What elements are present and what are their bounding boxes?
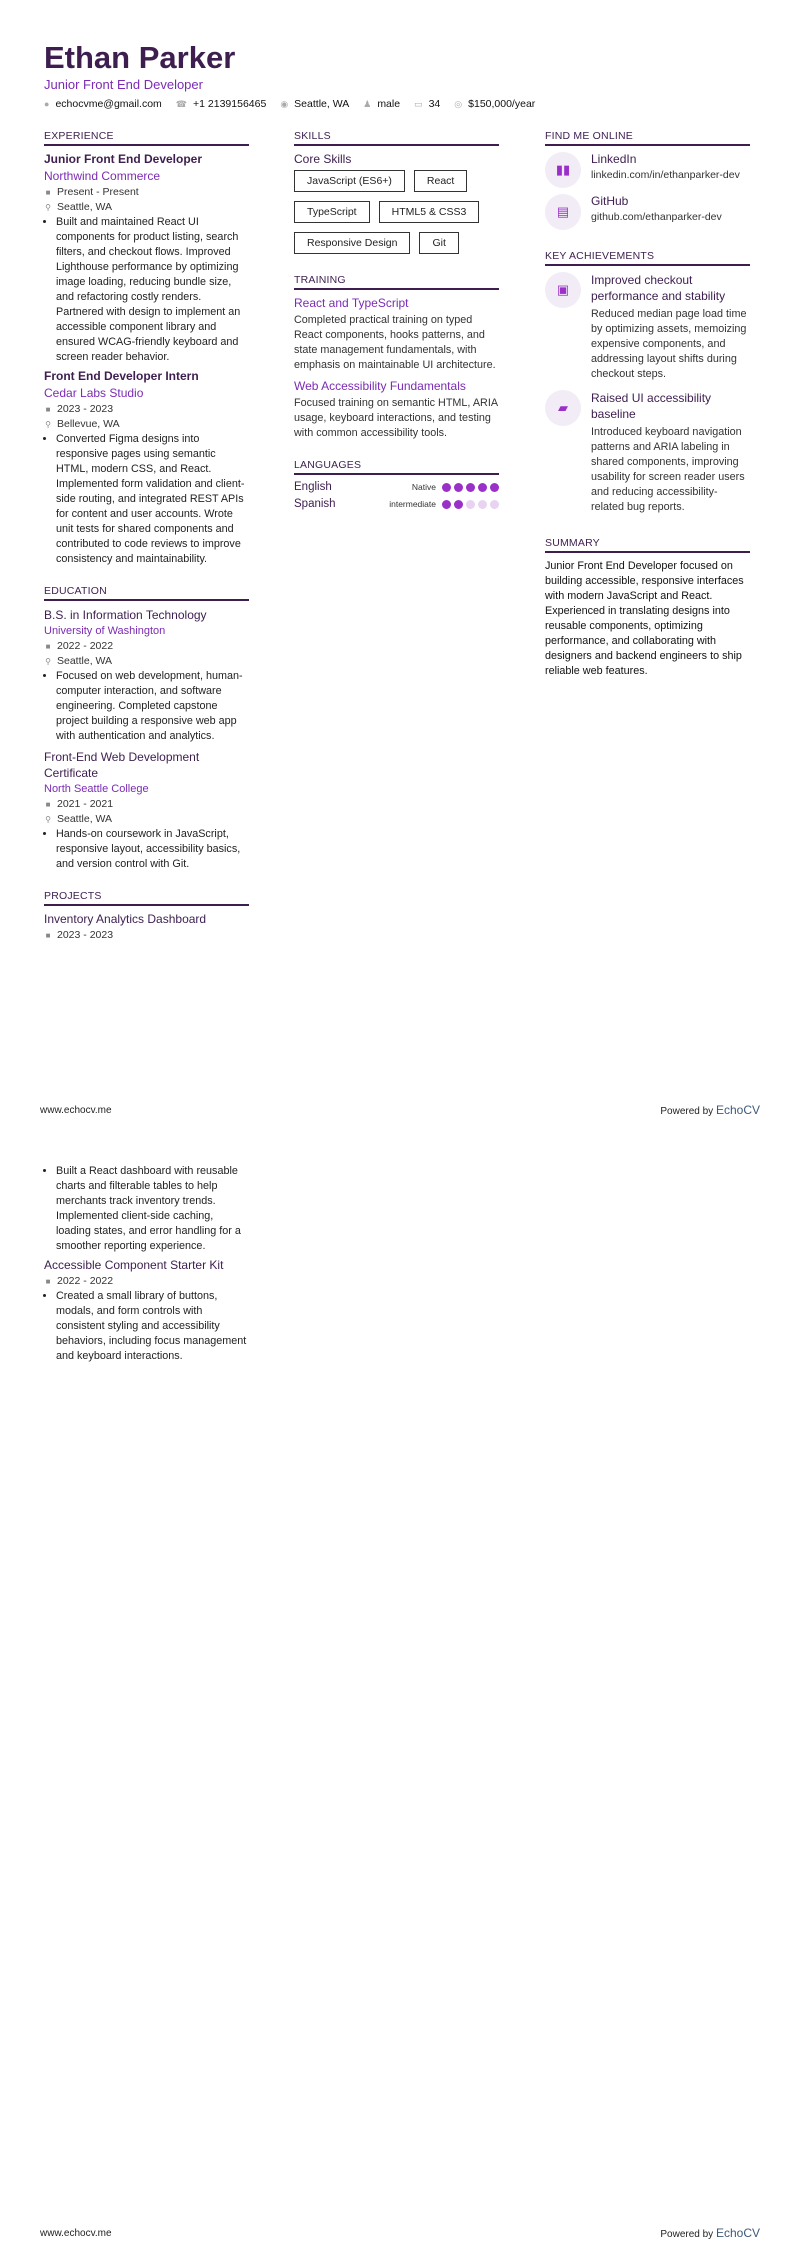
online-name: LinkedIn (591, 152, 637, 166)
school-name: North Seattle College (44, 783, 149, 795)
contact-age: ▭ 34 (414, 98, 441, 110)
bar-chart-icon: ▮▮ (545, 152, 581, 188)
achievements-heading: KEY ACHIEVEMENTS (545, 250, 750, 266)
job-title: Front End Developer Intern (44, 369, 199, 383)
calendar-icon: ■ (45, 799, 51, 809)
training-title: React and TypeScript (294, 296, 409, 310)
degree-title: Front-End Web Development Certificate (44, 750, 200, 780)
project-entry: Accessible Component Starter Kit ■ 2022 - 2022 • Created a small library of buttons, modals, and form controls with consistent styling and accessibility behaviors, including focus management and keyboard interactions. (44, 1258, 249, 1364)
rating-dot (454, 483, 463, 492)
language-rating (442, 500, 499, 509)
project-entry: Inventory Analytics Dashboard ■ 2023 - 2023 (44, 912, 249, 941)
calendar-icon: ■ (45, 930, 51, 940)
person-icon: ♟ (363, 98, 372, 109)
project-bullet: • Created a small library of buttons, modals, and form controls with consistent styling and accessibility behaviors, including focus management and keyboard interactions. (56, 1289, 249, 1364)
email-icon: ● (44, 99, 50, 109)
footer-site[interactable]: www.echocv.me (40, 1104, 112, 1116)
job-entry (44, 152, 249, 365)
job-company: Cedar Labs Studio (44, 386, 144, 400)
job-location: Bellevue, WA (57, 418, 120, 430)
language-level: intermediate (389, 499, 436, 509)
rating-dot (490, 483, 499, 492)
chat-icon: ▰ (545, 390, 581, 426)
skill-group-title: Core Skills (294, 152, 352, 166)
job-company: Northwind Commerce (44, 169, 161, 183)
location-icon: ◉ (280, 98, 289, 109)
middle-column (294, 130, 499, 510)
contact-salary: ◎ $150,000/year (454, 98, 536, 110)
skill-chip: React (414, 170, 467, 192)
page-footer (40, 2226, 760, 2240)
calendar-icon: ▭ (414, 98, 423, 109)
skill-chips (294, 170, 504, 254)
rating-dot (466, 500, 475, 509)
footer-site[interactable]: www.echocv.me (40, 2227, 112, 2239)
achievement-item (545, 272, 750, 382)
language-name: Spanish (294, 498, 336, 510)
project-title: Accessible Component Starter Kit (44, 1258, 224, 1272)
online-name: GitHub (591, 194, 629, 208)
skill-chip: TypeScript (294, 201, 370, 223)
online-url[interactable]: github.com/ethanparker-dev (591, 211, 722, 223)
education-bullet: • Focused on web development, human-computer interaction, and software engineering. Completed capstone project building a responsive web app with authentication and analytics. (56, 669, 249, 744)
training-entry (294, 379, 499, 441)
achievement-title: Raised UI accessibility baseline (591, 391, 712, 421)
online-item-github[interactable] (545, 194, 750, 230)
location-icon: ⚲ (45, 419, 51, 429)
location-icon: ⚲ (45, 814, 51, 824)
summary-text: Junior Front End Developer focused on building accessible, responsive interfaces with modern JavaScript and React. Experienced in translating designs into reusable components, optimizing performance, and collaborating with designers and backend engineers to ship reliable web features. (545, 560, 744, 677)
money-icon: ◎ (454, 98, 463, 109)
rating-dot (442, 500, 451, 509)
calendar-icon: ■ (45, 1276, 51, 1286)
job-location: Seattle, WA (57, 201, 113, 213)
candidate-name: Ethan Parker (44, 40, 236, 75)
experience-heading: EXPERIENCE (44, 130, 249, 146)
training-heading: TRAINING (294, 274, 499, 290)
online-item-linkedin[interactable] (545, 152, 750, 188)
projects-heading: PROJECTS (44, 890, 249, 906)
job-bullet: • Converted Figma designs into responsive pages using semantic HTML, modern CSS, and React. Implemented form validation and client-side routing, and integrated REST APIs for content and user accounts. Wrote unit tests for shared components and contributed to code reviews to improve consistency and maintainability. (56, 432, 249, 567)
contact-location: ◉ Seattle, WA (280, 98, 350, 110)
contact-gender: ♟ male (363, 98, 401, 110)
rating-dot (466, 483, 475, 492)
rating-dot (442, 483, 451, 492)
skills-heading: SKILLS (294, 130, 499, 146)
summary-heading: SUMMARY (545, 537, 750, 553)
rating-dot (478, 500, 487, 509)
school-name: University of Washington (44, 625, 166, 637)
calendar-icon: ■ (45, 187, 51, 197)
project-title: Inventory Analytics Dashboard (44, 912, 207, 926)
job-entry (44, 369, 249, 567)
powered-by: Powered by EchoCV (660, 1103, 760, 1117)
education-heading: EDUCATION (44, 585, 249, 601)
rating-dot (478, 483, 487, 492)
job-title: Junior Front End Developer (44, 152, 203, 166)
skill-chip: Git (419, 232, 458, 254)
language-row (294, 481, 499, 493)
languages-heading: LANGUAGES (294, 459, 499, 475)
project-bullet: • Built a React dashboard with reusable charts and filterable tables to help merchants track inventory trends. Implemented client-side caching, loading states, and error handling for a smoother reporting experience. (56, 1164, 249, 1254)
training-desc: Focused training on semantic HTML, ARIA usage, keyboard interactions, and testing with common accessibility tools. (294, 397, 498, 439)
phone-icon: ☎ (175, 98, 188, 109)
language-row (294, 498, 499, 510)
powered-by: Powered by EchoCV (660, 2226, 760, 2240)
degree-title: B.S. in Information Technology (44, 608, 207, 622)
contact-email[interactable]: ● echocvme@gmail.com (44, 98, 162, 110)
left-column (44, 130, 249, 941)
rating-dot (490, 500, 499, 509)
training-entry (294, 296, 499, 373)
job-bullet: • Built and maintained React UI components for product listing, search filters, and checkout flows. Improved Lighthouse performance by optimizing image loading, reducing bundle size, and refactoring costly renders. Partnered with design to implement an accessible component library and ensured WCAG-friendly keyboard and screen reader behavior. (56, 215, 249, 365)
location-icon: ⚲ (45, 202, 51, 212)
education-entry: Front-End Web Development Certificate North Seattle College ■ 2021 - 2021 ⚲ Seattle, WA • Hands-on coursework in JavaScript, responsive layout, accessibility basics, and version control with Git. (44, 749, 249, 872)
job-dates: Present - Present (57, 186, 139, 198)
calendar-icon: ■ (45, 641, 51, 651)
language-name: English (294, 481, 332, 493)
monitor-icon: ▣ (545, 272, 581, 308)
right-column (545, 130, 750, 679)
skill-chip: Responsive Design (294, 232, 410, 254)
brand-logo: EchoCV (715, 2226, 760, 2240)
training-desc: Completed practical training on typed React components, hooks patterns, and state management fundamentals, with emphasis on maintainable UI architecture. (294, 314, 496, 371)
job-dates: 2023 - 2023 (57, 403, 114, 415)
skill-chip: HTML5 & CSS3 (379, 201, 480, 223)
skill-chip: JavaScript (ES6+) (294, 170, 405, 192)
training-title: Web Accessibility Fundamentals (294, 379, 466, 393)
candidate-title: Junior Front End Developer (44, 77, 203, 92)
left-column-continued (44, 1162, 249, 1364)
brand-logo: EchoCV (715, 1103, 760, 1117)
language-rating (442, 483, 499, 492)
online-url[interactable]: linkedin.com/in/ethanparker-dev (591, 169, 740, 181)
education-bullet: • Hands-on coursework in JavaScript, responsive layout, accessibility basics, and version control with Git. (56, 827, 249, 872)
achievement-title: Improved checkout performance and stability (591, 273, 726, 303)
online-heading: FIND ME ONLINE (545, 130, 750, 146)
achievement-desc: Introduced keyboard navigation patterns and ARIA labeling in shared components, improving usability for screen reader users and reducing accessibility-related bug reports. (591, 426, 745, 513)
rating-dot (454, 500, 463, 509)
github-icon: ▤ (545, 194, 581, 230)
location-icon: ⚲ (45, 656, 51, 666)
language-level: Native (411, 482, 436, 492)
contact-phone[interactable]: ☎ +1 2139156465 (175, 98, 267, 110)
contact-bar (44, 98, 535, 110)
achievement-desc: Reduced median page load time by optimizing assets, memoizing expensive components, and addressing layout shifts during checkout steps. (591, 308, 747, 380)
calendar-icon: ■ (45, 404, 51, 414)
page-footer (40, 1103, 760, 1117)
education-entry: B.S. in Information Technology University of Washington ■ 2022 - 2022 ⚲ Seattle, WA • Focused on web development, human-computer interaction, and software engineering. Completed capstone project building a responsive web app with authentication and analytics. (44, 607, 249, 744)
achievement-item (545, 390, 750, 515)
